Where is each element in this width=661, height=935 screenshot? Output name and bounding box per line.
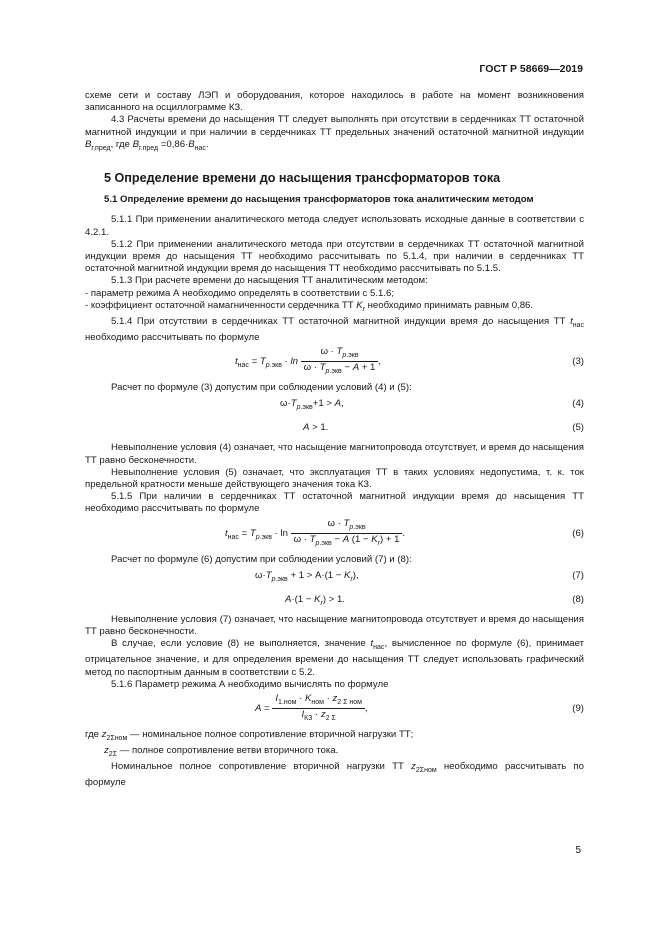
paragraph-5-1-4: 5.1.4 При отсутствии в сердечниках ТТ остаточной магнитной индукции время до насыщения ТТ $t_{нас}$ необходимо рассчитывать по формуле [85,315,584,343]
formula-7-number: (7) [572,569,584,581]
formula-6: $t_{нас} = T_{р.экв} \cdot \ln$ $\frac{\omega \cdot T_{р.экв}}{\omega \cdot T_{р.экв} - A (1 - K_r) + 1}$ . (6) [225,517,584,547]
formula-5-number: (5) [572,422,584,434]
condition-paragraph-3: Расчет по формуле (3) допустим при соблюдении условий (4) и (5): [111,382,412,394]
formula-9-number: (9) [572,702,584,714]
failure-paragraph-7: Невыполнение условия (7) означает, что насыщение магнитопровода отсутствует и время до насыщения ТТ равно бесконечности. [85,613,584,637]
last-paragraph: Номинальное полное сопротивление вторичной нагрузки ТТ $z_{2\Sigma ном}$ необходимо рассчитывать по формуле [85,761,585,789]
failure-paragraph-5: Невыполнение условия (5) означает, что эксплуатация ТТ в таких условиях недопустима, т. к. ток предельной кратности меньше действующего значения тока КЗ. [85,466,584,490]
formula-9: A = $\frac{I_{1.ном} \cdot K_{ном} \cdot z_{2 \Sigma ном}}{I_{КЗ} \cdot z_{2 \Sigma}}$ , (9) [255,692,584,722]
failure-paragraph-8: В случае, если условие (8) не выполняется, значение $t_{нас}$, вычисленное по формуле (6), принимает отрицательное значение, и для определения времени до насыщения ТТ следует использовать графический метод по паспортным данным в соответствии с 5.2. [85,638,584,678]
page-content [85,90,584,789]
formula-4-number: (4) [572,398,584,410]
standard-header: ГОСТ Р 58669—2019 [479,63,583,75]
formula-3-number: (3) [572,356,584,368]
intro-paragraph-1: схеме сети и составу ЛЭП и оборудования, которое находилось в работе на момент возникновения записанного на осциллограмме КЗ. [85,90,584,114]
where-line-2: $z_{2\Sigma}$ — полное сопротивление ветви вторичного тока. [104,745,339,758]
where-line-1: где $z_{2\Sigma ном}$ — номинальное полное сопротивление вторичной нагрузки ТТ; [85,728,414,742]
section-title: 5 Определение времени до насыщения трансформаторов тока [104,170,501,185]
intro-paragraph-4-3: 4.3 Расчеты времени до насыщения ТТ следует выполнять при отсутствии в сердечниках ТТ остаточной магнитной индукции и при наличии в сердечниках ТТ предельных значений остаточной магнитной индукции $B_{г.пред}$, где $B_{г.пред} =0,86\cdot B_{нас}$. [85,114,584,152]
paragraph-5-1-2: 5.1.2 При применении аналитического метода при отсутствии в сердечниках ТТ остаточной магнитной индукции время до насыщения ТТ необходимо рассчитывать по 5.1.4, при наличии в сердечниках ТТ остаточной магнитной индукции время до насыщения ТТ необходимо рассчитывать по 5.1.5. [85,238,584,275]
formula-3: $t_{нас} = T_{р.экв} \cdot \ln$ $\frac{\omega \cdot T_{р.экв}}{\omega \cdot T_{р.экв} - A + 1}$ , (3) [235,346,584,375]
paragraph-5-1-3: 5.1.3 При расчете времени до насыщения ТТ аналитическим методом: [111,275,428,287]
page-number: 5 [575,845,581,856]
formula-4: $\omega\cdot T_{р.экв}+1 > A$, (4) [280,398,584,412]
formula-6-number: (6) [572,527,584,539]
formula-5: A > 1. (5) [303,422,584,434]
bullet-2: - коэффициент остаточной намагниченности сердечника ТТ $K_r$ необходимо принимать равным 0,86. [85,299,534,313]
paragraph-5-1-6: 5.1.6 Параметр режима А необходимо вычислять по формуле [111,678,389,690]
paragraph-5-1-5: 5.1.5 При наличии в сердечниках ТТ остаточной магнитной индукции время до насыщения ТТ необходимо рассчитывать по формуле [85,491,584,515]
formula-8: $A\cdot(1 - K_r) > 1$. (8) [285,593,584,607]
formula-8-number: (8) [572,593,584,605]
failure-paragraph-4: Невыполнение условия (4) означает, что насыщение магнитопровода отсутствует, и время до насыщения ТТ равно бесконечности. [85,442,584,466]
paragraph-5-1-1: 5.1.1 При применении аналитического метода следует использовать исходные данные в соответствии с 4.2.1. [85,214,584,238]
bullet-1: - параметр режима А необходимо определять в соответствии с 5.1.6; [85,287,394,299]
subsection-title: 5.1 Определение времени до насыщения трансформаторов тока аналитическим методом [104,194,534,206]
condition-paragraph-6: Расчет по формуле (6) допустим при соблюдении условий (7) и (8): [111,553,412,565]
formula-7: $\omega\cdot T_{р.экв} + 1 > A\cdot(1 - K_r)$, (7) [255,569,584,583]
